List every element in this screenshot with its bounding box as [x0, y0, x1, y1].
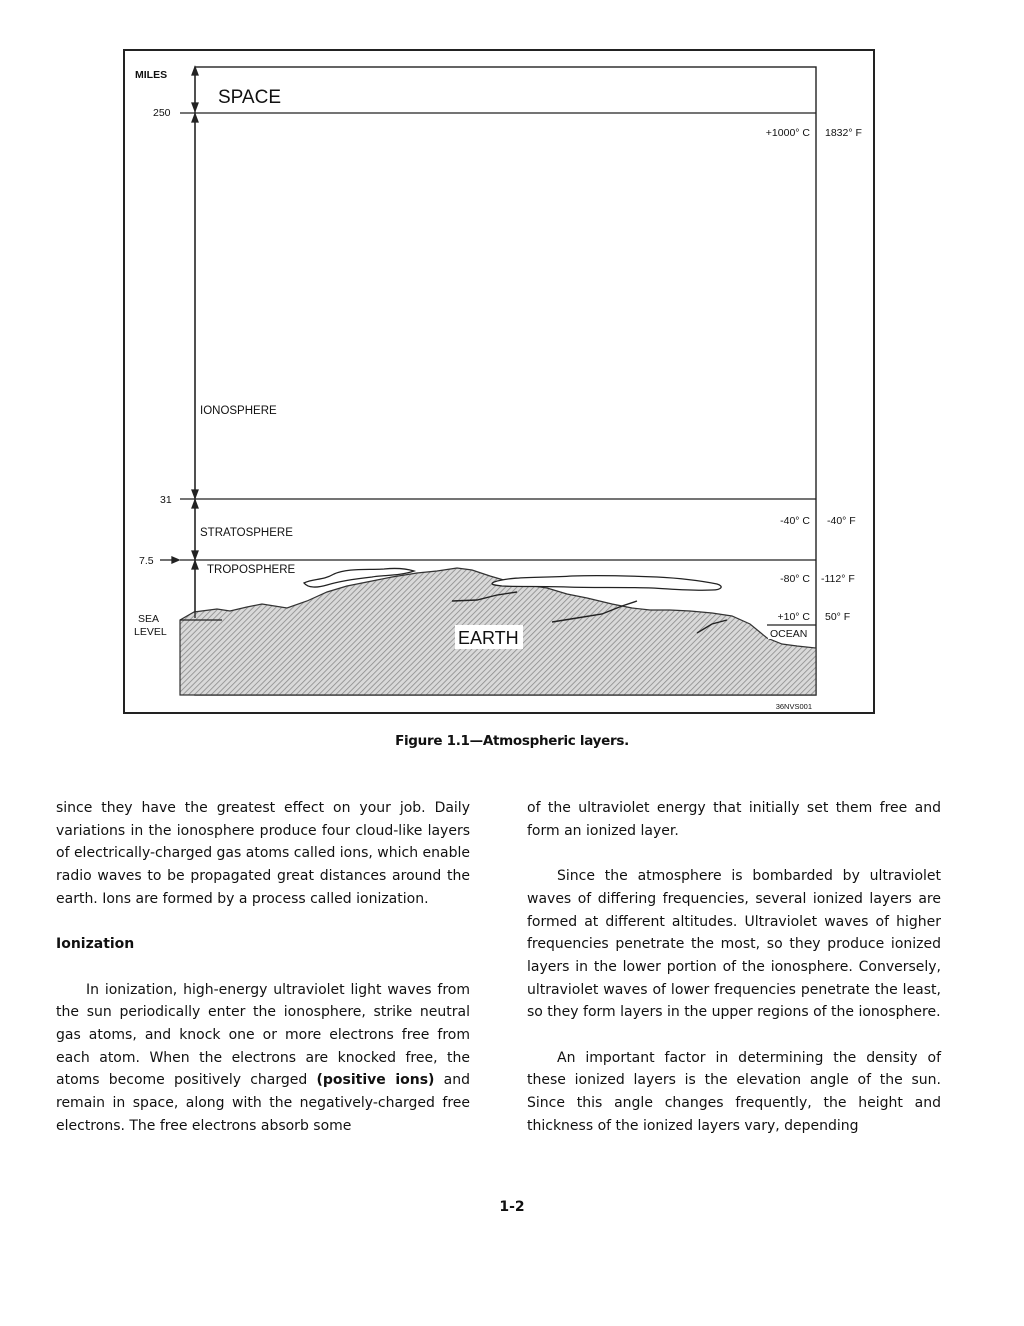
left-paragraph-1: since they have the greatest effect on your job. Daily variations in the ionosphere produce four cloud-like layers of electrically-charged gas atoms called ions, which enable radio waves to be propagated great distances around the earth. Ions are formed by a process called ionization.: [56, 800, 470, 907]
figure-code: 36NVS001: [775, 702, 812, 711]
section-heading-ionization: Ionization: [56, 936, 135, 953]
temp-top-fahrenheit: 1832° F: [825, 127, 862, 139]
space-label: SPACE: [218, 87, 282, 108]
ionosphere-label: IONOSPHERE: [200, 405, 277, 417]
left-paragraph-2-part-a: In ionization, high-energy ultraviolet light waves from the sun periodically enter the ionosphere, strike neutral gas atoms, and knock one or more electrons free from each atom. When the electrons are knocked free, the atoms become positively charged: [56, 981, 470, 1089]
temp-trop-celsius: -80° C: [780, 573, 810, 585]
temp-strat-fahrenheit: -40° F: [827, 515, 856, 527]
right-paragraph-3: An important factor in determining the density of these ionized layers is the elevation angle of the sun. Since this angle changes frequently, the height and thickness of the ionized layers vary, depending: [527, 1049, 941, 1134]
sea-level-label-2: LEVEL: [134, 626, 167, 638]
left-paragraph-2: [56, 979, 470, 1138]
temp-trop-fahrenheit: -112° F: [821, 573, 855, 585]
right-paragraph-1: of the ultraviolet energy that initially set them free and form an ionized layer.: [527, 800, 941, 839]
altitude-250-label: 250: [153, 107, 171, 119]
left-column: [56, 797, 470, 1160]
altitude-7-5-label: 7.5: [139, 555, 154, 567]
page-number: 1-2: [499, 1199, 525, 1215]
temp-surface-fahrenheit: 50° F: [825, 611, 851, 623]
left-paragraph-2-part-b: and remain in space, along with the negatively-charged free electrons. The free electrons absorb some: [56, 1072, 470, 1134]
right-column: [527, 797, 941, 1160]
altitude-arrows: [160, 67, 198, 618]
temp-surface-celsius: +10° C: [777, 611, 810, 623]
earth-label: EARTH: [458, 628, 519, 648]
stratosphere-label: STRATOSPHERE: [200, 527, 293, 539]
troposphere-label: TROPOSPHERE: [207, 564, 296, 576]
temp-top-celsius: +1000° C: [765, 127, 810, 139]
miles-label: MILES: [135, 69, 168, 81]
positive-ions-term: (positive ions): [316, 1072, 435, 1089]
temp-strat-celsius: -40° C: [780, 515, 810, 527]
figure-svg: [122, 48, 878, 718]
figure-caption: Figure 1.1—Atmospheric layers.: [395, 733, 629, 749]
altitude-31-label: 31: [160, 494, 172, 506]
ocean-label: OCEAN: [770, 628, 808, 640]
right-paragraph-2: Since the atmosphere is bombarded by ultraviolet waves of differing frequencies, several ionized layers are formed at different altitudes. Ultraviolet waves of higher frequencies penetrate the most, so they produce ionized layers in the lower portion of the ionosphere. Conversely, ultraviolet waves of lower frequencies penetrate the least, so they form layers in the upper regions of the ionosphere.: [527, 868, 941, 1021]
sea-level-label: SEA: [138, 613, 160, 625]
atmospheric-layers-figure: [122, 48, 878, 718]
